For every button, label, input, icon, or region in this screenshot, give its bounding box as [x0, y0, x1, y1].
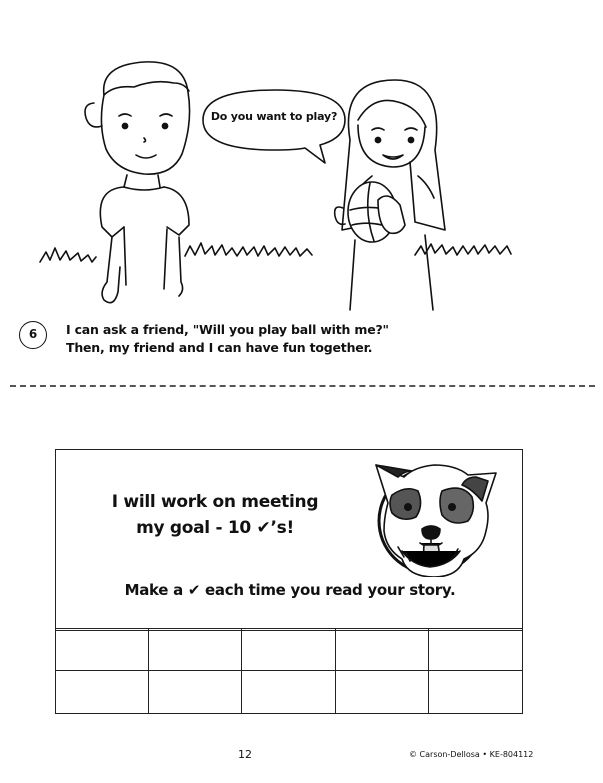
- copyright-notice: © Carson-Dellosa • KE-804112: [409, 750, 534, 759]
- dashed-cut-line: [10, 385, 595, 387]
- page-number: 12: [238, 748, 252, 761]
- checkbox-cell[interactable]: [56, 629, 149, 671]
- instructions-suffix: each time you read your story.: [200, 581, 456, 599]
- checkbox-cell[interactable]: [149, 629, 242, 671]
- step-number-badge: 6: [19, 321, 47, 349]
- goal-title-suffix: ’s!: [270, 518, 294, 538]
- goal-instructions: [100, 581, 480, 599]
- checkbox-cell[interactable]: [429, 629, 522, 671]
- goal-title-prefix: my goal - 10: [136, 518, 257, 538]
- story-illustration: [0, 0, 603, 320]
- story-text-line-1: I can ask a friend, "Will you play ball with me?": [66, 322, 389, 337]
- checkmark-icon: ✔: [187, 581, 201, 599]
- girl-figure: [335, 80, 445, 310]
- checkbox-cell[interactable]: [149, 671, 242, 713]
- goal-title-line-2: [100, 518, 330, 538]
- checkmark-icon: ✔: [256, 518, 271, 538]
- goal-title-line-1: I will work on meeting: [111, 492, 319, 512]
- checkbox-cell[interactable]: [429, 671, 522, 713]
- checkbox-grid: [55, 628, 523, 714]
- checkbox-cell[interactable]: [336, 671, 429, 713]
- speech-bubble: [203, 90, 345, 163]
- boy-figure: [85, 62, 190, 303]
- checkbox-cell[interactable]: [56, 671, 149, 713]
- checkbox-cell[interactable]: [336, 629, 429, 671]
- checkbox-cell[interactable]: [242, 629, 335, 671]
- checkbox-cell[interactable]: [242, 671, 335, 713]
- dog-mascot-icon: [372, 455, 504, 577]
- speech-bubble-text: Do you want to play?: [210, 110, 338, 123]
- story-text-line-2: Then, my friend and I can have fun together.: [66, 340, 373, 355]
- instructions-prefix: Make a: [124, 581, 188, 599]
